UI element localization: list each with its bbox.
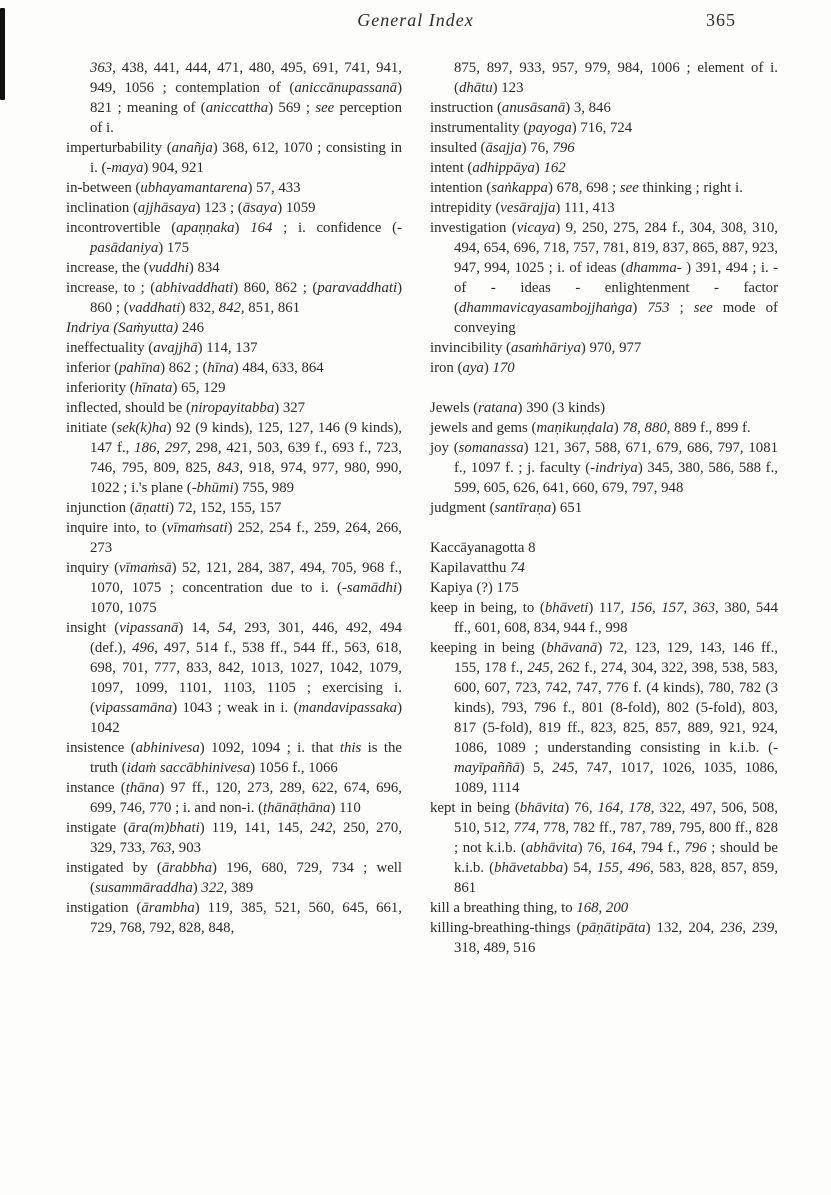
index-entry: instruction (anusāsanā) 3, 846 bbox=[430, 100, 611, 116]
index-entry: Kaccāyanagotta 8 bbox=[430, 540, 536, 556]
index-entry: insight (vipassanā) 14, 54, 293, 301, 446, 492, 494 (def.), 496, 497, 514 f., 538 ff., 544 ff., 563, 618, 698, 701, 777, 833, 842, 1013, 1027, 1042, 1079, 1097, 1099, 1101, 1103, 1105 ; exercising i. (vipassamāna) 1043 ; weak in i. (mandavipassaka) 1042 bbox=[66, 620, 403, 736]
index-entry: invincibility (asaṁhāriya) 970, 977 bbox=[430, 340, 642, 356]
index-entry: keeping in being (bhāvanā) 72, 123, 129, 143, 146 ff., 155, 178 f., 245, 262 f., 274, 304, 322, 398, 538, 583, 600, 607, 723, 742, 747, 776 f. (4 kinds), 780, 782 (3 kinds), 793, 796 f., 801 (8-fold), 802 (5-fold), 803, 817 (5-fold), 819 ff., 823, 825, 857, 889, 921, 924, 1086, 1089 ; understanding consisting in k.i.b. (-mayīpaññā) 5, 245, 747, 1017, 1026, 1035, 1086, 1089, 1114 bbox=[430, 640, 779, 796]
index-entry: 875, 897, 933, 957, 979, 984, 1006 ; element of i. (dhātu) 123 bbox=[454, 60, 778, 96]
page-number: 365 bbox=[706, 10, 736, 30]
index-entry: increase, to ; (abhivaddhati) 860, 862 ; (paravaddhati) 860 ; (vaddhati) 832, 842, 851, 861 bbox=[66, 280, 403, 316]
index-entry: killing-breathing-things (pāṇātipāta) 132, 204, 236, 239, 318, 489, 516 bbox=[430, 920, 778, 956]
index-entry: instigation (ārambha) 119, 385, 521, 560, 645, 661, 729, 768, 792, 828, 848, bbox=[66, 900, 402, 936]
index-entry: inferiority (hīnata) 65, 129 bbox=[66, 380, 226, 396]
index-entry: intrepidity (vesārajja) 111, 413 bbox=[430, 200, 615, 216]
index-entry: keep in being, to (bhāveti) 117, 156, 157, 363, 380, 544 ff., 601, 608, 834, 944 f., 998 bbox=[430, 600, 778, 636]
index-entry: initiate (sek(k)ha) 92 (9 kinds), 125, 127, 146 (9 kinds), 147 f., 186, 297, 298, 421, 503, 639 f., 693 f., 723, 746, 795, 809, 825, 843, 918, 974, 977, 980, 990, 1022 ; i.'s plane (-bhūmi) 755, 989 bbox=[66, 420, 403, 496]
index-entry: iron (aya) 170 bbox=[430, 360, 515, 376]
index-entry: increase, the (vuddhi) 834 bbox=[66, 260, 220, 276]
index-entry: inquire into, to (vīmaṁsati) 252, 254 f., 259, 264, 266, 273 bbox=[66, 520, 402, 556]
index-entry: Kapilavatthu 74 bbox=[430, 560, 525, 576]
index-entry: kept in being (bhāvita) 76, 164, 178, 322, 497, 506, 508, 510, 512, 774, 778, 782 ff., 787, 789, 795, 800 ff., 828 ; not k.i.b. (abhāvita) 76, 164, 794 f., 796 ; should be k.i.b. (bhāvetabba) 54, 155, 496, 583, 828, 857, 859, 861 bbox=[430, 800, 779, 896]
index-entry: joy (somanassa) 121, 367, 588, 671, 679, 686, 797, 1081 f., 1097 f. ; j. faculty (-indriya) 345, 380, 586, 588 f., 599, 605, 626, 641, 660, 679, 797, 948 bbox=[430, 440, 778, 496]
index-entry: instigated by (ārabbha) 196, 680, 729, 734 ; well (susammāraddha) 322, 389 bbox=[66, 860, 403, 896]
index-entry: jewels and gems (maṇikuṇḍala) 78, 880, 889 f., 899 f. bbox=[430, 420, 751, 436]
index-entry: inflected, should be (niropayitabba) 327 bbox=[66, 400, 306, 416]
index-entry: kill a breathing thing, to 168, 200 bbox=[430, 900, 629, 916]
index-entry: instance (ṭhāna) 97 ff., 120, 273, 289, 622, 674, 696, 699, 746, 770 ; i. and non-i. (ṭhānāṭhāna) 110 bbox=[66, 780, 402, 816]
index-entry: imperturbability (anañja) 368, 612, 1070 ; consisting in i. (-maya) 904, 921 bbox=[66, 140, 402, 176]
index-entry: Kapiya (?) 175 bbox=[430, 580, 519, 596]
index-entry: intent (adhippāya) 162 bbox=[430, 160, 566, 176]
index-entry: inferior (pahīna) 862 ; (hīna) 484, 633, 864 bbox=[66, 360, 324, 376]
index-entry: ineffectuality (avajjhā) 114, 137 bbox=[66, 340, 258, 356]
index-entry: Indriya (Saṁyutta) 246 bbox=[66, 320, 205, 336]
index-column-right bbox=[430, 58, 778, 958]
index-entry: inclination (ajjhāsaya) 123 ; (āsaya) 1059 bbox=[66, 200, 316, 216]
index-entry: incontrovertible (apaṇṇaka) 164 ; i. confidence (-pasādaniya) 175 bbox=[66, 220, 402, 256]
index-entry: in-between (ubhayamantarena) 57, 433 bbox=[66, 180, 301, 196]
index-entry: injunction (āṇatti) 72, 152, 155, 157 bbox=[66, 500, 282, 516]
index-entry: judgment (santīraṇa) 651 bbox=[430, 500, 583, 516]
index-entry: instigate (āra(m)bhati) 119, 141, 145, 242, 250, 270, 329, 733, 763, 903 bbox=[66, 820, 403, 856]
index-entry: Jewels (ratana) 390 (3 kinds) bbox=[430, 400, 606, 416]
index-entry: instrumentality (payoga) 716, 724 bbox=[430, 120, 633, 136]
index-entry: investigation (vicaya) 9, 250, 275, 284 f., 304, 308, 310, 494, 654, 696, 718, 757, 781, 819, 837, 865, 887, 923, 947, 994, 1025 ; i. of ideas (dhamma- ) 391, 494 ; i. - of - ideas - enlightenment - factor (dhammavicayasambojjhaṅga) 753 ; see mode of conveying bbox=[430, 220, 778, 336]
index-column-left bbox=[66, 58, 402, 938]
index-entry: intention (saṅkappa) 678, 698 ; see thinking ; right i. bbox=[430, 180, 743, 196]
index-entry: insulted (āsajja) 76, 796 bbox=[430, 140, 575, 156]
index-entry: 363, 438, 441, 444, 471, 480, 495, 691, 741, 941, 949, 1056 ; contemplation of (aniccānupassanā) 821 ; meaning of (aniccattha) 569 ; see perception of i. bbox=[90, 60, 402, 136]
index-entry: insistence (abhinivesa) 1092, 1094 ; i. that this is the truth (idaṁ saccābhinivesa) 1056 f., 1066 bbox=[66, 740, 402, 776]
index-entry: inquiry (vīmaṁsā) 52, 121, 284, 387, 494, 705, 968 f., 1070, 1075 ; concentration due to i. (-samādhi) 1070, 1075 bbox=[66, 560, 403, 616]
running-head-title: General Index bbox=[357, 10, 474, 30]
